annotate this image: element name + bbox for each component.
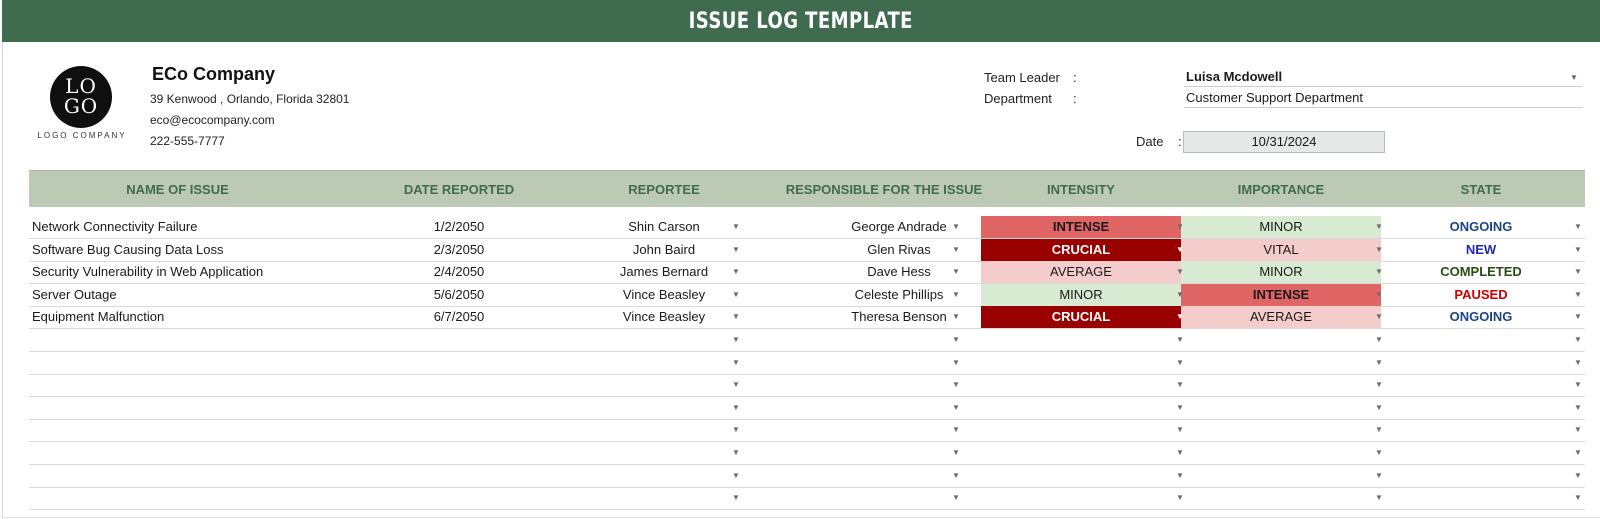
- cell-importance[interactable]: [1181, 487, 1381, 509]
- cell-importance[interactable]: [1181, 397, 1381, 419]
- chevron-down-icon[interactable]: ▼: [1375, 312, 1383, 322]
- chevron-down-icon[interactable]: ▼: [952, 402, 960, 412]
- cell-importance[interactable]: [1181, 442, 1381, 464]
- chevron-down-icon[interactable]: ▼: [952, 244, 960, 254]
- cell-responsible[interactable]: Theresa Benson: [851, 309, 947, 325]
- cell-responsible[interactable]: [789, 487, 1009, 509]
- cell-issue-name[interactable]: [32, 397, 352, 419]
- team-leader-select[interactable]: Luisa Mcdowell: [1184, 67, 1582, 87]
- cell-state[interactable]: [1381, 352, 1581, 374]
- cell-importance[interactable]: VITAL: [1181, 239, 1381, 261]
- chevron-down-icon[interactable]: ▼: [1176, 470, 1184, 480]
- chevron-down-icon[interactable]: ▼: [952, 267, 960, 277]
- chevron-down-icon[interactable]: ▼: [732, 380, 740, 390]
- table-row: [29, 239, 1585, 262]
- cell-state[interactable]: [1381, 442, 1581, 464]
- table-row: [29, 306, 1585, 329]
- chevron-down-icon[interactable]: ▼: [1176, 335, 1184, 344]
- cell-responsible[interactable]: George Andrade: [851, 219, 947, 234]
- cell-responsible[interactable]: Dave Hess: [867, 264, 931, 280]
- chevron-down-icon[interactable]: ▼: [1574, 448, 1582, 457]
- table-row: [29, 442, 1585, 465]
- cell-responsible[interactable]: [789, 352, 1009, 374]
- logo-text-top: LO: [65, 74, 97, 98]
- chevron-down-icon[interactable]: ▼: [952, 380, 960, 390]
- team-leader-colon: :: [1073, 70, 1077, 85]
- cell-date-reported[interactable]: [359, 397, 559, 419]
- table-row: [29, 261, 1585, 284]
- chevron-down-icon[interactable]: ▼: [1375, 448, 1383, 457]
- chevron-down-icon[interactable]: ▼: [1574, 312, 1582, 322]
- cell-responsible[interactable]: [789, 465, 1009, 487]
- chevron-down-icon[interactable]: ▼: [952, 312, 960, 322]
- chevron-down-icon[interactable]: ▼: [1176, 267, 1184, 277]
- cell-issue-name[interactable]: [32, 374, 352, 396]
- cell-reportee[interactable]: Vince Beasley: [622, 286, 706, 302]
- chevron-down-icon[interactable]: ▼: [1375, 357, 1383, 367]
- table-row: [29, 329, 1585, 352]
- cell-issue-name[interactable]: [32, 329, 352, 351]
- chevron-down-icon[interactable]: ▼: [1375, 222, 1383, 231]
- header-intensity: INTENSITY: [1047, 182, 1115, 197]
- chevron-down-icon[interactable]: ▼: [1574, 289, 1582, 299]
- chevron-down-icon[interactable]: ▼: [1574, 402, 1582, 412]
- chevron-down-icon[interactable]: ▼: [732, 425, 740, 435]
- company-phone[interactable]: 222-555-7777: [150, 134, 225, 148]
- table-row: [29, 374, 1585, 397]
- chevron-down-icon[interactable]: ▼: [1176, 289, 1184, 299]
- cell-intensity[interactable]: CRUCIAL: [981, 239, 1181, 261]
- cell-issue-name[interactable]: Server Outage: [32, 286, 117, 302]
- department-colon: :: [1073, 91, 1077, 106]
- cell-state[interactable]: COMPLETED: [1440, 264, 1522, 280]
- team-leader-label: Team Leader: [984, 70, 1060, 85]
- cell-intensity[interactable]: INTENSE: [981, 216, 1181, 238]
- cell-reportee[interactable]: Shin Carson: [628, 219, 700, 234]
- cell-intensity[interactable]: MINOR: [981, 284, 1181, 306]
- cell-state[interactable]: [1381, 374, 1581, 396]
- chevron-down-icon[interactable]: ▼: [1375, 425, 1383, 435]
- chevron-down-icon[interactable]: ▼: [952, 425, 960, 435]
- cell-importance[interactable]: MINOR: [1181, 261, 1381, 283]
- cell-intensity[interactable]: [981, 465, 1181, 487]
- chevron-down-icon[interactable]: ▼: [1176, 357, 1184, 367]
- chevron-down-icon[interactable]: ▼: [732, 335, 740, 344]
- chevron-down-icon[interactable]: ▼: [732, 493, 740, 503]
- chevron-down-icon[interactable]: ▼: [1375, 470, 1383, 480]
- chevron-down-icon[interactable]: ▼: [1574, 222, 1582, 231]
- chevron-down-icon[interactable]: ▼: [1176, 493, 1184, 503]
- logo-caption: LOGO COMPANY: [37, 131, 127, 140]
- cell-state[interactable]: [1381, 329, 1581, 351]
- cell-responsible[interactable]: Glen Rivas: [867, 241, 931, 257]
- cell-importance[interactable]: INTENSE: [1181, 284, 1381, 306]
- cell-issue-name[interactable]: Equipment Malfunction: [32, 309, 165, 325]
- cell-state[interactable]: [1381, 419, 1581, 441]
- cell-intensity[interactable]: [981, 374, 1181, 396]
- chevron-down-icon[interactable]: ▼: [1375, 267, 1383, 277]
- chevron-down-icon[interactable]: ▼: [1574, 425, 1582, 435]
- chevron-down-icon[interactable]: ▼: [1574, 244, 1582, 254]
- chevron-down-icon[interactable]: ▼: [1176, 448, 1184, 457]
- cell-issue-name[interactable]: Software Bug Causing Data Loss: [32, 241, 224, 257]
- chevron-down-icon[interactable]: ▼: [732, 312, 740, 322]
- cell-date-reported[interactable]: [359, 374, 559, 396]
- table-header: [29, 170, 1585, 207]
- chevron-down-icon[interactable]: ▼: [1574, 380, 1582, 390]
- cell-intensity[interactable]: CRUCIAL: [981, 306, 1181, 328]
- chevron-down-icon[interactable]: ▼: [732, 470, 740, 480]
- chevron-down-icon[interactable]: ▼: [952, 470, 960, 480]
- cell-issue-name[interactable]: Network Connectivity Failure: [32, 219, 198, 234]
- date-label: Date: [1136, 134, 1164, 149]
- cell-reportee[interactable]: Vince Beasley: [622, 309, 706, 325]
- cell-date-reported[interactable]: 6/7/2050: [433, 309, 485, 325]
- header-reportee: REPORTEE: [628, 182, 700, 197]
- cell-date-reported[interactable]: 2/3/2050: [433, 241, 485, 257]
- cell-responsible[interactable]: [789, 329, 1009, 351]
- cell-state[interactable]: PAUSED: [1454, 286, 1508, 302]
- header-date-reported: DATE REPORTED: [403, 182, 515, 197]
- chevron-down-icon[interactable]: ▼: [1570, 73, 1578, 82]
- page-title-bar: [2, 0, 1600, 42]
- cell-state[interactable]: ONGOING: [1449, 309, 1513, 325]
- cell-intensity[interactable]: AVERAGE: [981, 261, 1181, 283]
- cell-date-reported[interactable]: [359, 487, 559, 509]
- chevron-down-icon[interactable]: ▼: [732, 289, 740, 299]
- date-colon: :: [1178, 134, 1182, 149]
- cell-responsible[interactable]: [789, 419, 1009, 441]
- logo-circle: [50, 66, 112, 128]
- cell-state[interactable]: [1381, 487, 1581, 509]
- chevron-down-icon[interactable]: ▼: [1375, 335, 1383, 344]
- chevron-down-icon[interactable]: ▼: [1375, 493, 1383, 503]
- cell-responsible[interactable]: [789, 374, 1009, 396]
- cell-importance[interactable]: [1181, 329, 1381, 351]
- table-row: [29, 465, 1585, 488]
- chevron-down-icon[interactable]: ▼: [732, 222, 740, 231]
- cell-date-reported[interactable]: [359, 465, 559, 487]
- table-row: [29, 419, 1585, 442]
- department-field[interactable]: Customer Support Department: [1184, 88, 1582, 108]
- cell-reportee[interactable]: John Baird: [632, 241, 696, 257]
- table-row: [29, 284, 1585, 307]
- chevron-down-icon[interactable]: ▼: [1375, 402, 1383, 412]
- header-responsible: RESPONSIBLE FOR THE ISSUE: [785, 182, 983, 197]
- company-email[interactable]: eco@ecocompany.com: [150, 113, 275, 127]
- chevron-down-icon[interactable]: ▼: [732, 267, 740, 277]
- chevron-down-icon[interactable]: ▼: [1574, 470, 1582, 480]
- cell-date-reported[interactable]: 1/2/2050: [433, 219, 485, 234]
- cell-issue-name[interactable]: [32, 419, 352, 441]
- cell-date-reported[interactable]: [359, 352, 559, 374]
- cell-intensity[interactable]: [981, 329, 1181, 351]
- table-row: [29, 487, 1585, 510]
- table-row: [29, 397, 1585, 420]
- chevron-down-icon[interactable]: ▼: [732, 357, 740, 367]
- chevron-down-icon[interactable]: ▼: [1574, 267, 1582, 277]
- company-name[interactable]: ECo Company: [152, 64, 276, 84]
- chevron-down-icon[interactable]: ▼: [1375, 289, 1383, 299]
- chevron-down-icon[interactable]: ▼: [1574, 493, 1582, 503]
- chevron-down-icon[interactable]: ▼: [732, 244, 740, 254]
- cell-issue-name[interactable]: [32, 442, 352, 464]
- cell-date-reported[interactable]: [359, 329, 559, 351]
- cell-intensity[interactable]: [981, 419, 1181, 441]
- cell-issue-name[interactable]: [32, 465, 352, 487]
- cell-responsible[interactable]: [789, 397, 1009, 419]
- department-label: Department: [984, 91, 1052, 106]
- cell-date-reported[interactable]: [359, 442, 559, 464]
- page-title: ISSUE LOG TEMPLATE: [688, 8, 914, 34]
- cell-responsible[interactable]: [789, 442, 1009, 464]
- chevron-down-icon[interactable]: ▼: [1176, 402, 1184, 412]
- table-row: [29, 216, 1585, 239]
- cell-date-reported[interactable]: 2/4/2050: [433, 264, 485, 280]
- cell-importance[interactable]: [1181, 352, 1381, 374]
- chevron-down-icon[interactable]: ▼: [1176, 244, 1184, 254]
- cell-state[interactable]: [1381, 465, 1581, 487]
- cell-intensity[interactable]: [981, 352, 1181, 374]
- chevron-down-icon[interactable]: ▼: [732, 448, 740, 457]
- cell-importance[interactable]: MINOR: [1181, 216, 1381, 238]
- chevron-down-icon[interactable]: ▼: [952, 222, 960, 231]
- cell-date-reported[interactable]: 5/6/2050: [433, 286, 485, 302]
- cell-state[interactable]: NEW: [1465, 241, 1497, 257]
- cell-issue-name[interactable]: [32, 352, 352, 374]
- table-row: [29, 352, 1585, 375]
- chevron-down-icon[interactable]: ▼: [952, 493, 960, 503]
- cell-issue-name[interactable]: [32, 487, 352, 509]
- chevron-down-icon[interactable]: ▼: [1574, 335, 1582, 344]
- cell-intensity[interactable]: [981, 442, 1181, 464]
- cell-importance[interactable]: [1181, 374, 1381, 396]
- cell-responsible[interactable]: Celeste Phillips: [854, 286, 944, 302]
- header-name-of-issue: NAME OF ISSUE: [126, 182, 229, 197]
- chevron-down-icon[interactable]: ▼: [952, 357, 960, 367]
- chevron-down-icon[interactable]: ▼: [1176, 222, 1184, 231]
- sheet-bottom-border: [2, 517, 1600, 518]
- cell-state[interactable]: ONGOING: [1449, 219, 1513, 234]
- cell-date-reported[interactable]: [359, 419, 559, 441]
- cell-state[interactable]: [1381, 397, 1581, 419]
- company-address[interactable]: 39 Kenwood , Orlando, Florida 32801: [150, 92, 350, 106]
- cell-importance[interactable]: [1181, 419, 1381, 441]
- sheet-left-border: [2, 42, 3, 519]
- chevron-down-icon[interactable]: ▼: [952, 335, 960, 344]
- logo-text-bottom: GO: [63, 94, 99, 118]
- chevron-down-icon[interactable]: ▼: [1574, 357, 1582, 367]
- chevron-down-icon[interactable]: ▼: [732, 402, 740, 412]
- chevron-down-icon[interactable]: ▼: [1375, 244, 1383, 254]
- cell-intensity[interactable]: [981, 487, 1181, 509]
- chevron-down-icon[interactable]: ▼: [952, 289, 960, 299]
- chevron-down-icon[interactable]: ▼: [1176, 425, 1184, 435]
- cell-importance[interactable]: AVERAGE: [1181, 306, 1381, 328]
- company-logo: [34, 62, 130, 142]
- chevron-down-icon[interactable]: ▼: [1176, 380, 1184, 390]
- cell-issue-name[interactable]: Security Vulnerability in Web Application: [32, 264, 264, 280]
- header-state: STATE: [1460, 182, 1502, 197]
- chevron-down-icon[interactable]: ▼: [1176, 312, 1184, 322]
- cell-intensity[interactable]: [981, 397, 1181, 419]
- date-field[interactable]: 10/31/2024: [1183, 131, 1385, 153]
- cell-importance[interactable]: [1181, 465, 1381, 487]
- cell-reportee[interactable]: James Bernard: [619, 264, 709, 280]
- chevron-down-icon[interactable]: ▼: [952, 448, 960, 457]
- header-importance: IMPORTANCE: [1237, 182, 1325, 197]
- chevron-down-icon[interactable]: ▼: [1375, 380, 1383, 390]
